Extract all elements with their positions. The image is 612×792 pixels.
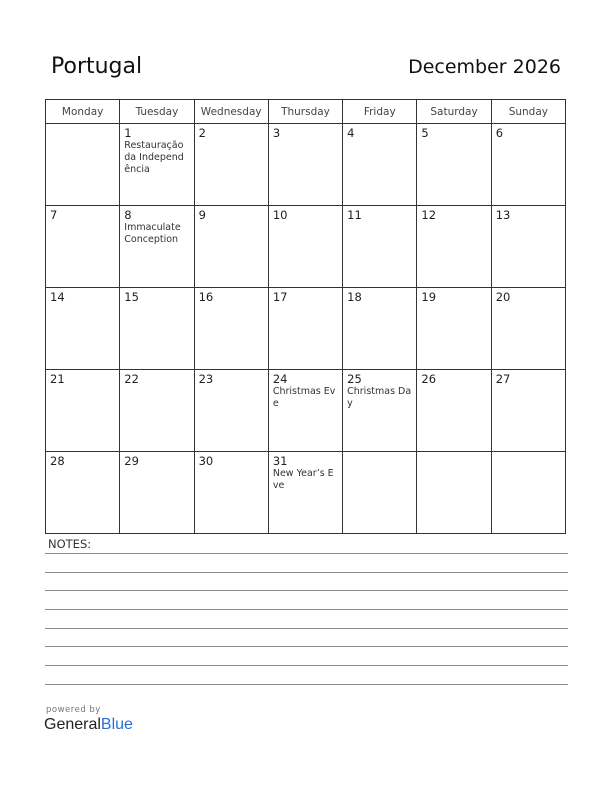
note-line xyxy=(45,646,568,647)
day-number: 5 xyxy=(421,126,429,140)
day-cell[interactable] xyxy=(417,206,491,288)
note-line xyxy=(45,553,568,554)
day-number: 22 xyxy=(124,372,139,386)
day-number: 24 xyxy=(272,372,288,386)
weekday-header: Saturday xyxy=(417,100,491,124)
day-cell[interactable] xyxy=(343,452,417,534)
day-cell[interactable] xyxy=(491,452,565,534)
day-cell[interactable] xyxy=(120,452,194,534)
powered-by-text: powered by xyxy=(46,705,101,715)
day-number: 6 xyxy=(495,126,504,140)
month-year-title: December 2026 xyxy=(408,56,561,78)
weekday-header: Wednesday xyxy=(194,100,268,124)
calendar-week-row xyxy=(46,288,566,370)
day-number: 10 xyxy=(272,208,288,222)
day-number: 14 xyxy=(50,290,65,304)
day-number: 28 xyxy=(50,454,65,468)
day-number: 8 xyxy=(124,208,132,222)
note-line xyxy=(45,684,568,685)
holiday-label: New Year’s Eve xyxy=(272,468,334,491)
notes-label: NOTES: xyxy=(48,537,92,551)
day-cell[interactable] xyxy=(46,452,120,534)
day-number: 26 xyxy=(421,372,437,386)
day-cell[interactable] xyxy=(343,124,417,206)
day-cell[interactable] xyxy=(194,452,268,534)
brand-logo[interactable] xyxy=(44,716,133,734)
day-number: 2 xyxy=(198,126,206,140)
day-cell[interactable] xyxy=(268,370,342,452)
day-cell[interactable] xyxy=(268,124,342,206)
day-number: 27 xyxy=(495,372,511,386)
day-cell[interactable] xyxy=(417,288,491,370)
holiday-label: Immaculate Conception xyxy=(124,222,181,245)
day-number: 12 xyxy=(421,208,437,222)
day-cell[interactable] xyxy=(343,206,417,288)
day-cell[interactable] xyxy=(120,206,194,288)
day-number: 19 xyxy=(421,290,437,304)
day-cell[interactable] xyxy=(120,124,194,206)
note-line xyxy=(45,572,568,573)
day-cell[interactable] xyxy=(120,370,194,452)
day-number: 7 xyxy=(50,208,58,222)
day-cell[interactable] xyxy=(46,288,120,370)
calendar-week-row xyxy=(46,370,566,452)
day-cell[interactable] xyxy=(491,370,565,452)
calendar-week-row xyxy=(46,206,566,288)
day-cell[interactable] xyxy=(268,452,342,534)
day-cell[interactable] xyxy=(46,206,120,288)
day-cell[interactable] xyxy=(46,370,120,452)
day-cell[interactable] xyxy=(194,124,268,206)
holiday-label: Christmas Eve xyxy=(272,386,336,409)
day-cell[interactable] xyxy=(491,206,565,288)
note-line xyxy=(45,628,568,629)
day-number: 15 xyxy=(124,290,139,304)
country-title: Portugal xyxy=(51,54,143,79)
day-cell[interactable] xyxy=(417,370,491,452)
brand-name-part2: Blue xyxy=(100,716,133,733)
weekday-header: Tuesday xyxy=(120,100,194,124)
holiday-label: Restauração da Independência xyxy=(124,140,184,175)
day-cell[interactable] xyxy=(194,288,268,370)
weekday-header: Thursday xyxy=(268,100,342,124)
day-number: 20 xyxy=(495,290,511,304)
brand-name-part1: General xyxy=(44,716,101,733)
day-number: 17 xyxy=(272,290,288,304)
day-number: 18 xyxy=(347,290,362,304)
day-cell[interactable] xyxy=(417,452,491,534)
note-line xyxy=(45,665,568,666)
day-cell[interactable] xyxy=(46,124,120,206)
day-cell[interactable] xyxy=(343,288,417,370)
day-cell[interactable] xyxy=(120,288,194,370)
weekday-header: Friday xyxy=(343,100,417,124)
weekday-header-row xyxy=(46,100,566,124)
calendar-week-row xyxy=(46,124,566,206)
day-cell[interactable] xyxy=(268,288,342,370)
day-cell[interactable] xyxy=(491,124,565,206)
day-cell[interactable] xyxy=(417,124,491,206)
holiday-label: Christmas Day xyxy=(347,386,412,409)
day-number: 30 xyxy=(198,454,214,468)
day-number: 3 xyxy=(272,126,281,140)
day-number: 31 xyxy=(272,454,288,468)
weekday-header: Monday xyxy=(46,100,120,124)
day-number: 4 xyxy=(347,126,355,140)
day-cell[interactable] xyxy=(268,206,342,288)
day-cell[interactable] xyxy=(343,370,417,452)
day-cell[interactable] xyxy=(194,370,268,452)
day-number: 29 xyxy=(124,454,139,468)
day-number: 16 xyxy=(198,290,214,304)
note-line xyxy=(45,590,568,591)
day-number: 25 xyxy=(347,372,362,386)
day-number: 21 xyxy=(50,372,65,386)
day-number: 13 xyxy=(495,208,511,222)
day-number: 23 xyxy=(198,372,214,386)
day-number: 11 xyxy=(347,208,362,222)
day-number: 1 xyxy=(124,126,132,140)
weekday-header: Sunday xyxy=(491,100,565,124)
note-line xyxy=(45,609,568,610)
calendar-grid xyxy=(45,99,566,534)
calendar-week-row xyxy=(46,452,566,534)
day-cell[interactable] xyxy=(194,206,268,288)
day-cell[interactable] xyxy=(491,288,565,370)
day-number: 9 xyxy=(198,208,206,222)
